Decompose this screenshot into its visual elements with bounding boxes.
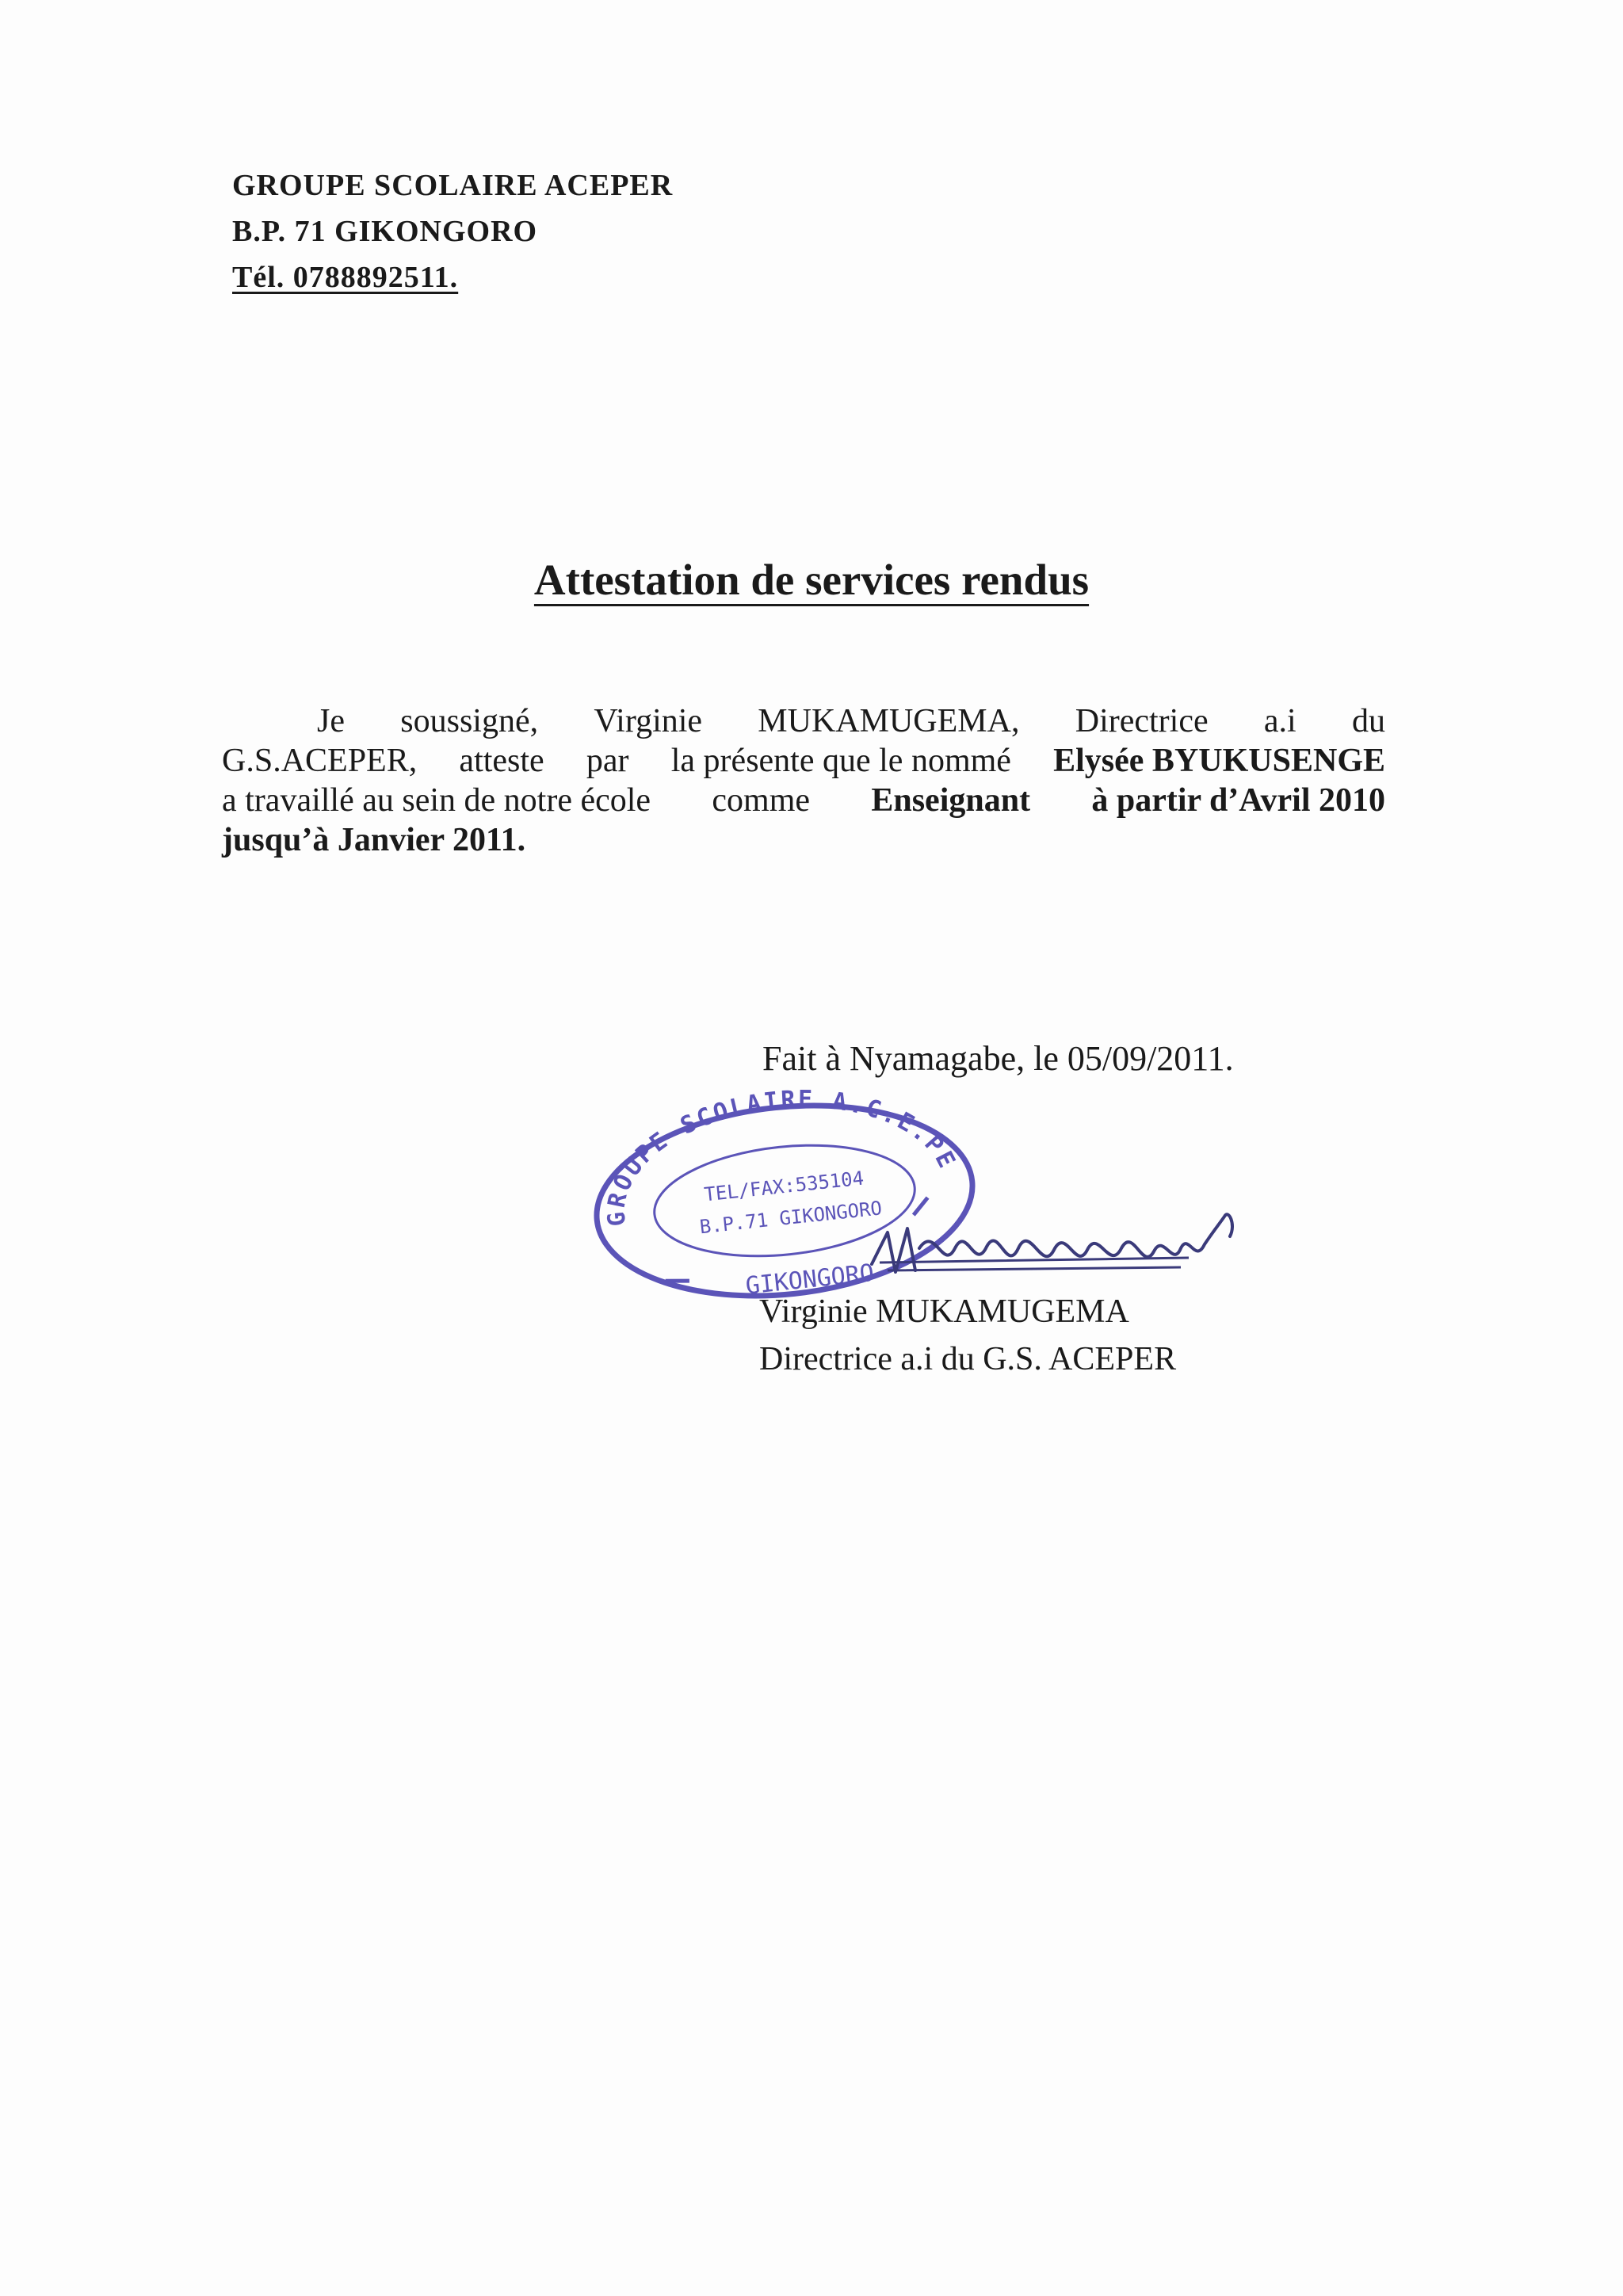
body-line-4 — [222, 820, 1385, 860]
signer-block — [759, 1288, 1176, 1383]
word: du — [1351, 703, 1385, 739]
word: par — [586, 743, 629, 779]
phrase: la présente que le nommé — [670, 743, 1011, 779]
attestation-body — [222, 701, 1385, 860]
word: MUKAMUGEMA, — [758, 703, 1020, 739]
signer-name: Virginie MUKAMUGEMA — [759, 1293, 1129, 1330]
body-line-3 — [222, 781, 1385, 820]
stamp-bottom: GIKONGORO — [744, 1259, 876, 1301]
body-line-1 — [222, 701, 1385, 741]
employee-role: Enseignant — [871, 782, 1031, 819]
employment-end: jusqu’à Janvier 2011. — [222, 822, 526, 858]
handwritten-signature-icon — [864, 1201, 1244, 1296]
document-title: Attestation de services rendus — [533, 556, 1090, 604]
word: Virginie — [594, 703, 703, 739]
word: Directrice — [1075, 703, 1209, 739]
stamp-tel: TEL/FAX:535104 — [703, 1167, 865, 1206]
stamp-arc-text: GROUPE SCOLAIRE A.C.E.PE.R. — [602, 1085, 962, 1228]
letterhead — [232, 162, 673, 300]
word: comme — [712, 782, 811, 819]
school-postbox: B.P. 71 GIKONGORO — [232, 215, 538, 248]
word: Je — [317, 703, 345, 739]
school-name: GROUPE SCOLAIRE ACEPER — [232, 169, 674, 202]
employee-name: Elysée BYUKUSENGE — [1053, 743, 1385, 779]
place-and-date: Fait à Nyamagabe, le 05/09/2011. — [762, 1039, 1234, 1078]
word: G.S.ACEPER, — [222, 743, 418, 779]
phrase: a travaillé au sein de notre école — [222, 782, 651, 819]
word: atteste — [459, 743, 544, 779]
document-title-container — [0, 555, 1623, 605]
stamp-bp: B.P.71 GIKONGORO — [698, 1197, 884, 1239]
body-line-2 — [222, 741, 1385, 781]
school-phone: Tél. 0788892511. — [232, 261, 459, 294]
employment-start: à partir d’Avril 2010 — [1091, 782, 1385, 819]
word: a.i — [1263, 703, 1296, 739]
word: soussigné, — [400, 703, 539, 739]
signer-role: Directrice a.i du G.S. ACEPER — [759, 1341, 1177, 1377]
